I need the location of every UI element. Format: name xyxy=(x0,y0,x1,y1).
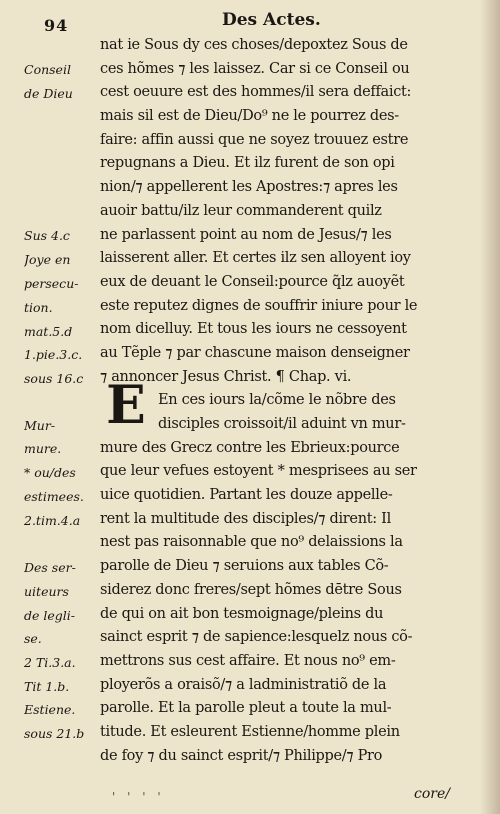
margin-note: Tit 1.b. xyxy=(24,679,70,694)
margin-note: estimees. xyxy=(24,489,84,504)
margin-note: mure. xyxy=(24,441,62,456)
margin-note: tion. xyxy=(24,300,53,315)
text-line: eux de deuant le Conseil:pource q̃lz auoyẽt xyxy=(100,273,405,290)
text-line: mais sil est de Dieu/Do⁹ ne le pourrez des- xyxy=(100,108,399,125)
text-line: mettrons sus cest affaire. Et nous no⁹ em- xyxy=(100,652,396,669)
margin-note: 2 Ti.3.a. xyxy=(24,655,76,670)
margin-note: sous 21.b xyxy=(24,726,85,741)
text-line: parolle de Dieu ⁊ seruions aux tables Cõ- xyxy=(100,558,389,575)
text-line: cest oeuure est des hommes/il sera deffaict: xyxy=(100,84,412,101)
margin-note: se. xyxy=(24,631,42,646)
text-line: de qui on ait bon tesmoignage/pleins du xyxy=(100,605,384,622)
text-line: En ces iours la/cõme le nõbre des xyxy=(158,392,396,409)
margin-note: de legli- xyxy=(24,608,75,623)
text-line: faire: affin aussi que ne soyez trouuez estre xyxy=(100,131,409,148)
text-line: repugnans a Dieu. Et ilz furent de son opi xyxy=(100,155,395,172)
margin-note: Des ser- xyxy=(24,560,76,575)
text-line: ne parlassent point au nom de Jesus/⁊ les xyxy=(100,226,392,243)
signature-mark: ' ' ' ' xyxy=(112,790,165,804)
text-line: nest pas raisonnable que no⁹ delaissions la xyxy=(100,534,403,551)
text-line: nat ie Sous dy ces choses/depoxtez Sous de xyxy=(100,37,408,53)
margin-note: 1.pie.3.c. xyxy=(24,347,83,362)
running-title: Des Actes. xyxy=(222,10,321,30)
text-line: disciples croissoit/il aduint vn mur- xyxy=(158,416,406,432)
margin-note: Sus 4.c xyxy=(24,228,70,243)
margin-note: * ou/des xyxy=(24,465,76,480)
text-line: ⁊ annoncer Jesus Christ. ¶ Chap. vi. xyxy=(100,368,352,385)
text-line: auoir battu/ilz leur commanderent quilz xyxy=(100,202,382,219)
text-line: parolle. Et la parolle pleut a toute la mul- xyxy=(100,700,392,717)
text-line: nion/⁊ appellerent les Apostres:⁊ apres les xyxy=(100,179,398,196)
margin-note: Joye en xyxy=(24,252,71,267)
catchword: core/ xyxy=(414,786,450,802)
text-line: uice quotidien. Partant les douze appelle- xyxy=(100,487,393,504)
margin-note: de Dieu xyxy=(24,86,73,101)
text-line: que leur vefues estoyent * mesprisees au ser xyxy=(100,463,417,480)
text-line: este reputez dignes de souffrir iniure pour le xyxy=(100,297,418,314)
margin-note: 2.tim.4.a xyxy=(24,513,81,528)
margin-note: Conseil xyxy=(24,62,71,77)
text-line: titude. Et esleurent Estienne/homme plein xyxy=(100,723,400,740)
folio-number: 94 xyxy=(44,16,69,35)
main-text-column xyxy=(100,34,472,768)
text-line: mure des Grecz contre les Ebrieux:pource xyxy=(100,439,400,456)
drop-cap-initial: E xyxy=(106,375,146,436)
margin-note: Mur- xyxy=(24,418,56,433)
text-line: de foy ⁊ du sainct esprit/⁊ Philippe/⁊ Pro xyxy=(100,747,383,764)
text-line: rent la multitude des disciples/⁊ dirent: Il xyxy=(100,510,391,527)
text-line: ployerõs a oraisõ/⁊ a ladministratiõ de la xyxy=(100,676,387,693)
margin-note: uiteurs xyxy=(24,584,69,599)
margin-note: mat.5.d xyxy=(24,324,73,339)
text-line: sainct esprit ⁊ de sapience:lesquelz nous cõ- xyxy=(100,629,413,646)
text-line: laisserent aller. Et certes ilz sen alloyent ioy xyxy=(100,250,411,267)
text-line: siderez donc freres/sept hõmes dētre Sous xyxy=(100,581,402,598)
text-line: ces hõmes ⁊ les laissez. Car si ce Conseil ou xyxy=(100,60,410,77)
text-line: au Tẽple ⁊ par chascune maison denseigner xyxy=(100,344,410,361)
text-line: nom dicelluy. Et tous les iours ne cessoyent xyxy=(100,321,407,338)
margin-note: sous 16.c xyxy=(24,371,84,386)
margin-note: Estiene. xyxy=(24,702,76,717)
margin-note: persecu- xyxy=(24,276,79,291)
